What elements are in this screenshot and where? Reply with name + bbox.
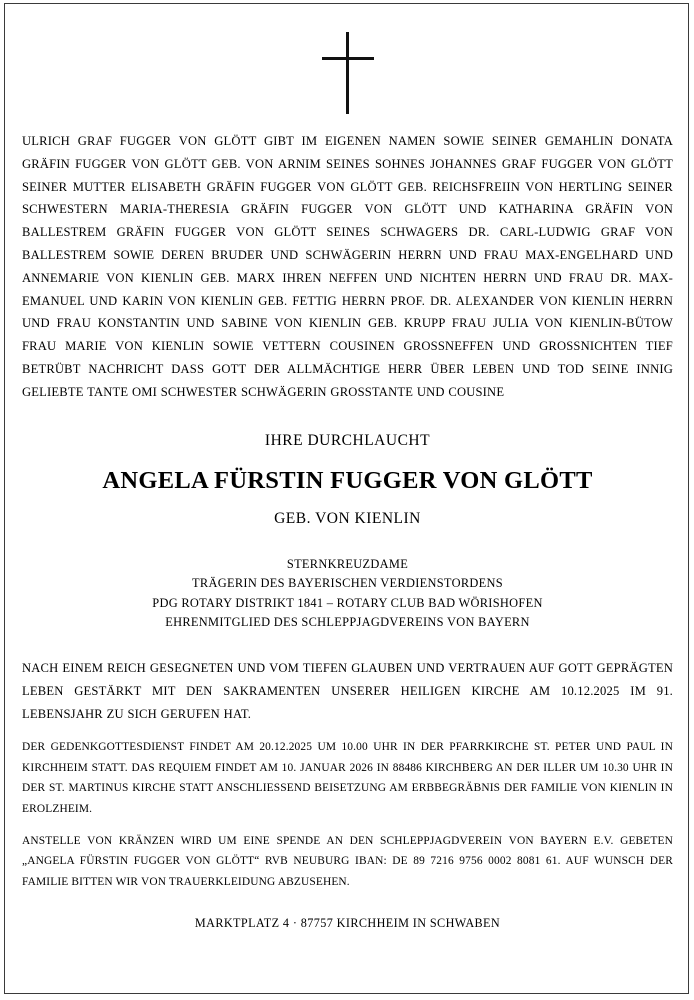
- cross-vertical-bar: [346, 32, 349, 114]
- spacer: [22, 633, 673, 657]
- spacer: [22, 892, 673, 914]
- honor-item: PDG ROTARY DISTRIKT 1841 – ROTARY CLUB BAD WÖRISHOFEN: [152, 595, 543, 610]
- donation-paragraph: ANSTELLE VON KRÄNZEN WIRD UM EINE SPENDE AN DEN SCHLEPPJAGDVEREIN VON BAYERN E.V. GEBETEN „ANGELA FÜRSTIN FUGGER VON GLÖTT“ RVB NEUBURG IBAN: DE 89 7216 9756 0002 8081 61. AUF WUNSCH DER FAMILIE BITTEN WIR VON TRAUERKLEIDUNG ABZUSEHEN.: [22, 834, 673, 888]
- spacer: [22, 529, 673, 555]
- cross-area: [22, 0, 673, 130]
- spacer: [22, 495, 673, 509]
- deceased-name: ANGELA FÜRSTIN FUGGER VON GLÖTT: [102, 466, 593, 494]
- spacer: [22, 451, 673, 467]
- family-announcement-paragraph: ULRICH GRAF FUGGER VON GLÖTT GIBT IM EIGENEN NAMEN SOWIE SEINER GEMAHLIN DONATA GRÄFIN FUGGER VON GLÖTT GEB. VON ARNIM SEINES SOHNES JOHANNES GRAF FUGGER VON GLÖTT SEINER MUTTER ELISABETH GRÄFIN FUGGER VON GLÖTT GEB. REICHSFREIIN VON HERTLING SEINER SCHWESTERN MARIA-THERESIA GRÄFIN FUGGER VON GLÖTT UND KATHARINA GRÄFIN VON BALLESTREM GRÄFIN FUGGER VON GLÖTT SEINES SCHWAGERS DR. CARL-LUDWIG GRAF VON BALLESTREM SOWIE DEREN BRUDER UND SCHWÄGERIN HERRN UND FRAU MAX-ENGELHARD UND ANNEMARIE VON KIENLIN GEB. MARX IHREN NEFFEN UND NICHTEN HERRN UND FRAU DR. MAX-EMANUEL UND KARIN VON KIENLIN GEB. FETTIG HERRN PROF. DR. ALEXANDER VON KIENLIN HERRN UND FRAU KONSTANTIN UND SABINE VON KIENLIN GEB. KRUPP FRAU JULIA VON KIENLIN-BÜTOW FRAU MARIE VON KIENLIN SOWIE VETTERN COUSINEN GROSSNEFFEN UND GROSSNICHTEN TIEF BETRÜBT NACHRICHT DASS GOTT DER ALLMÄCHTIGE HERR ÜBER LEBEN UND TOD SEINE INNIG GELIEBTE TANTE OMI SCHWESTER SCHWÄGERIN GROSSTANTE UND COUSINE: [22, 134, 673, 399]
- page-content: [22, 0, 673, 932]
- honor-item: STERNKREUZDAME: [286, 556, 409, 571]
- service-details-paragraph: DER GEDENKGOTTESDIENST FINDET AM 20.12.2025 UM 10.00 UHR IN DER PFARRKIRCHE ST. PETER UND PAUL IN KIRCHHEIM STATT. DAS REQUIEM FINDET AM 10. JANUAR 2026 IN 88486 KIRCHBERG AN DER ILLER UM 10.30 UHR IN DER ST. MARTINUS KIRCHE STATT ANSCHLIESSEND BEISETZUNG AM ERBBEGRÄBNIS DER FAMILIE VON KIENLIN IN EROLZHEIM.: [22, 741, 673, 815]
- deceased-birth-name: GEB. VON KIENLIN: [274, 509, 421, 527]
- honors-list: [22, 555, 673, 633]
- spacer: [22, 819, 673, 831]
- cross-horizontal-bar: [322, 57, 374, 60]
- spacer: [22, 725, 673, 737]
- honor-item: TRÄGERIN DES BAYERISCHEN VERDIENSTORDENS: [192, 576, 503, 591]
- address-footer: MARKTPLATZ 4 · 87757 KIRCHHEIM IN SCHWABEN: [194, 916, 501, 931]
- passing-paragraph: NACH EINEM REICH GESEGNETEN UND VOM TIEFEN GLAUBEN UND VERTRAUEN AUF GOTT GEPRÄGTEN LEBEN GESTÄRKT MIT DEN SAKRAMENTEN UNSERER HEILIGEN KIRCHE AM 10.12.2025 IM 91. LEBENSJAHR ZU SICH GERUFEN HAT.: [22, 660, 673, 721]
- honor-item: EHRENMITGLIED DES SCHLEPPJAGDVEREINS VON BAYERN: [165, 615, 530, 630]
- deceased-rank: IHRE DURCHLAUCHT: [264, 431, 431, 449]
- christian-cross-icon: [322, 32, 374, 114]
- spacer: [22, 404, 673, 431]
